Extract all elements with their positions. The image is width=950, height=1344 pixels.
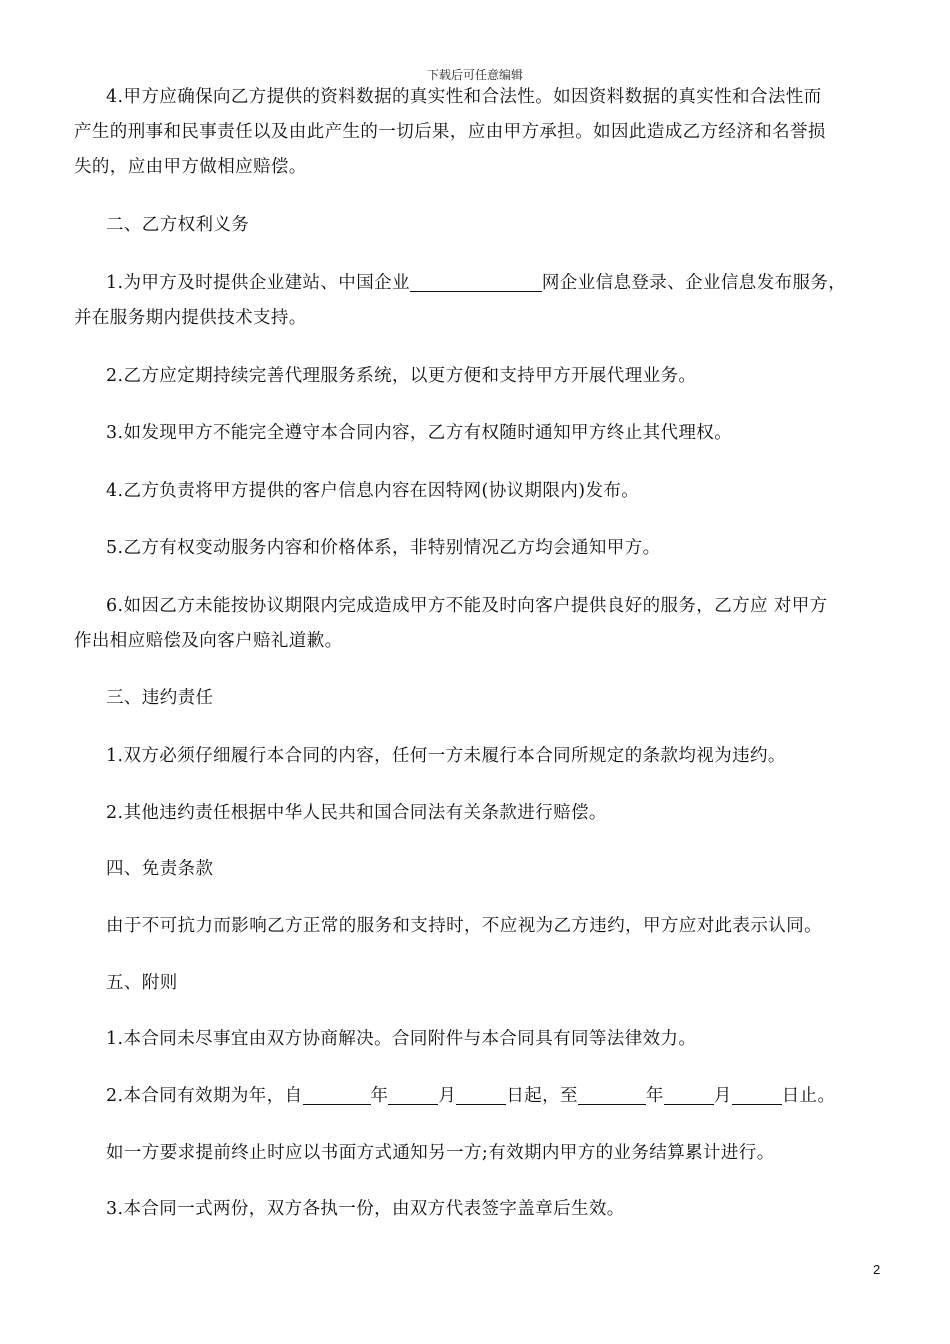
clause-a4-line2: 产生的刑事和民事责任以及由此产生的一切后果，应由甲方承担。如因此造成乙方经济和名誉损 [74, 122, 826, 142]
header-note: 下载后可任意编辑 [426, 68, 523, 82]
clause-e2-prefix: 2.本合同有效期为年，自 [106, 1086, 303, 1106]
clause-b3: 3.如发现甲方不能完全遵守本合同内容，乙方有权随时通知甲方终止其代理权。 [106, 423, 733, 443]
clause-c2: 2.其他违约责任根据中华人民共和国合同法有关条款进行赔偿。 [106, 803, 607, 823]
clause-c1: 1.双方必须仔细履行本合同的内容，任何一方未履行本合同所规定的条款均视为违约。 [106, 746, 786, 766]
clause-a4-line1: 4.甲方应确保向乙方提供的资料数据的真实性和合法性。如因资料数据的真实性和合法性而 [106, 87, 822, 107]
section-heading-4: 四、免责条款 [106, 859, 214, 879]
label-day-end: 日止。 [781, 1086, 836, 1106]
clause-e2 [106, 1079, 886, 1114]
clause-b5: 5.乙方有权变动服务内容和价格体系，非特别情况乙方均会通知甲方。 [106, 538, 661, 558]
clause-b1-part1: 1.为甲方及时提供企业建站、中国企业 [106, 273, 410, 293]
blank-month-start [388, 1084, 438, 1105]
clause-b2: 2.乙方应定期持续完善代理服务系统，以更方便和支持甲方开展代理业务。 [106, 366, 697, 386]
clause-b1-line1 [106, 266, 886, 301]
label-month-start: 月 [438, 1086, 457, 1106]
blank-month-end [664, 1084, 714, 1105]
section-heading-3: 三、违约责任 [106, 688, 214, 708]
label-day-start: 日起，至 [506, 1086, 578, 1106]
clause-b1-part2: 网企业信息登录、企业信息发布服务， [541, 273, 847, 293]
section-heading-2: 二、乙方权利义务 [106, 215, 250, 235]
clause-b4: 4.乙方负责将甲方提供的客户信息内容在因特网(协议期限内)发布。 [106, 481, 640, 501]
blank-day-start [456, 1084, 506, 1105]
label-year-start: 年 [370, 1086, 389, 1106]
page-number: 2 [873, 1262, 881, 1277]
clause-a4-line3: 失的，应由甲方做相应赔偿。 [74, 157, 307, 177]
clause-e3: 如一方要求提前终止时应以书面方式通知另一方;有效期内甲方的业务结算累计进行。 [106, 1143, 775, 1163]
blank-day-end [732, 1084, 782, 1105]
clause-d: 由于不可抗力而影响乙方正常的服务和支持时，不应视为乙方违约，甲方应对此表示认同。 [106, 916, 822, 936]
clause-b6-line2: 作出相应赔偿及向客户赔礼道歉。 [74, 631, 343, 651]
label-year-end: 年 [645, 1086, 664, 1106]
section-heading-5: 五、附则 [106, 973, 178, 993]
clause-e4: 3.本合同一式两份，双方各执一份，由双方代表签字盖章后生效。 [106, 1199, 625, 1219]
blank-year-end [578, 1084, 646, 1105]
fill-blank [410, 271, 542, 292]
clause-e1: 1.本合同未尽事宜由双方协商解决。合同附件与本合同具有同等法律效力。 [106, 1029, 697, 1049]
blank-year-start [303, 1084, 371, 1105]
clause-b6-line1: 6.如因乙方未能按协议期限内完成造成甲方不能及时向客户提供良好的服务，乙方应 对甲方 [106, 596, 828, 616]
label-month-end: 月 [713, 1086, 732, 1106]
clause-b1-line2: 并在服务期内提供技术支持。 [74, 308, 307, 328]
